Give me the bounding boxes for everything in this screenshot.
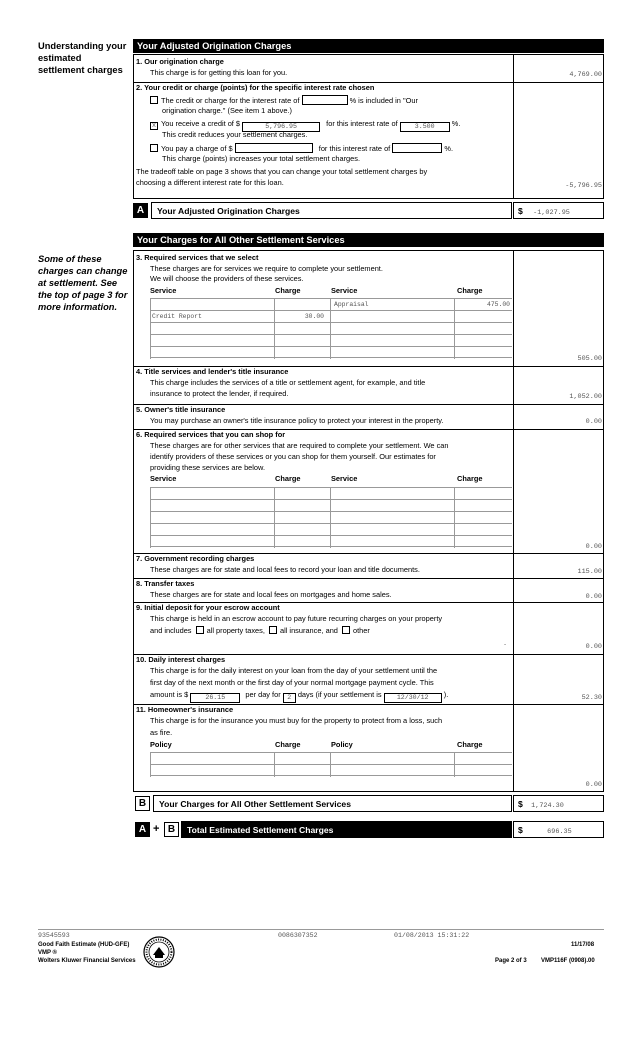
- item3-row1-service: Appraisal: [334, 301, 369, 308]
- print-datetime: 01/08/2013 15:31:22: [394, 932, 470, 939]
- item6-desc1: These charges are for other services that are required to complete your settlement. We can: [150, 441, 449, 450]
- item3-col-charge2: Charge: [457, 286, 483, 295]
- item6-desc3: providing these services are below.: [150, 463, 266, 472]
- days-field[interactable]: 2: [283, 693, 296, 703]
- item10-desc2: first day of the next month or the first day of your normal mortgage payment cycle. This: [150, 678, 434, 687]
- item3-desc2: We will choose the providers of these services.: [150, 274, 304, 283]
- option2-rate-field[interactable]: 3.500: [400, 122, 450, 132]
- item6-col-charge: Charge: [275, 474, 301, 483]
- item2-option1: The credit or charge for the interest rate of % is included in "Our: [150, 95, 418, 107]
- item2-option2: x You receive a credit of $ 5,796.95 for this interest rate of 3.500 %.: [151, 119, 461, 130]
- letter-b-badge: B: [135, 796, 150, 811]
- other-services-section: [133, 250, 604, 792]
- item9-dot: .: [504, 638, 507, 647]
- letter-a-badge: A: [133, 203, 148, 218]
- charges-may-change-note: Some of these charges can change at settlement. See the top of page 3 for more information.: [38, 254, 128, 312]
- plus-sign: +: [153, 823, 160, 835]
- grand-total-label: Total Estimated Settlement Charges: [181, 821, 512, 838]
- item1-amount: 4,769.00: [569, 71, 602, 79]
- item7-desc1: These charges are for state and local fees to record your loan and title documents.: [150, 565, 420, 574]
- item5-desc1: You may purchase an owner's title insurance policy to protect your interest in the property.: [150, 416, 444, 425]
- item9-desc2: and includes all property taxes, all insurance, and other: [150, 626, 370, 635]
- option2-credit-field[interactable]: 5,796.95: [242, 122, 320, 132]
- item2-title: 2. Your credit or charge (points) for the specific interest rate chosen: [136, 83, 375, 92]
- origination-header: Your Adjusted Origination Charges: [133, 39, 604, 53]
- item10-title: 10. Daily interest charges: [136, 655, 226, 664]
- daily-interest-field[interactable]: 26.15: [190, 693, 240, 703]
- item10-desc3: amount is $ 26.15 per day for 2 days (if your settlement is 12/30/12 ).: [150, 690, 449, 701]
- origination-total-box: $ -1,027.95: [513, 202, 604, 219]
- item3-col-service2: Service: [331, 286, 358, 295]
- other-total-label: Your Charges for All Other Settlement Services: [153, 795, 512, 812]
- option3-charge-field[interactable]: [235, 143, 313, 153]
- item3-desc1: These charges are for services we require to complete your settlement.: [150, 264, 383, 273]
- item4-amount: 1,052.00: [569, 393, 602, 401]
- option2-checkbox[interactable]: x: [151, 122, 157, 130]
- hud-seal-icon: [143, 936, 175, 968]
- form-name: Good Faith Estimate (HUD-GFE): [38, 942, 130, 948]
- grand-total-box: $ 696.35: [513, 821, 604, 838]
- loan-number: 93545593: [38, 932, 70, 939]
- publisher-name: Wolters Kluwer Financial Services: [38, 958, 136, 964]
- item3-title: 3. Required services that we select: [136, 253, 259, 262]
- item8-amount: 0.00: [585, 593, 602, 601]
- item8-desc1: These charges are for state and local fees on mortgages and home sales.: [150, 590, 392, 599]
- grand-letter-a: A: [135, 822, 150, 837]
- other-total-box: $ 1,724.30: [513, 795, 604, 812]
- settlement-date-field[interactable]: 12/30/12: [384, 693, 442, 703]
- grand-total-amount: 696.35: [547, 828, 572, 836]
- page-number: Page 2 of 3: [495, 958, 527, 964]
- item3-service-table: [150, 298, 512, 358]
- other-checkbox[interactable]: [342, 626, 350, 634]
- form-date: 11/17/08: [571, 942, 595, 948]
- item3-row1-charge: 475.00: [486, 301, 510, 308]
- item11-col-charge2: Charge: [457, 740, 483, 749]
- item1-desc: This charge is for getting this loan for you.: [150, 68, 288, 77]
- item11-col-charge: Charge: [275, 740, 301, 749]
- item6-col-service2: Service: [331, 474, 358, 483]
- item3-row2-charge: 30.00: [304, 313, 324, 320]
- item5-amount: 0.00: [585, 418, 602, 426]
- item10-amount: 52.30: [581, 694, 602, 702]
- item4-desc2: insurance to protect the lender, if required.: [150, 389, 289, 398]
- item6-col-service: Service: [150, 474, 177, 483]
- vmp-mark: VMP ®: [38, 950, 57, 956]
- item11-amount: 0.00: [585, 781, 602, 789]
- origination-section: [133, 54, 604, 199]
- option1-checkbox[interactable]: [150, 96, 158, 104]
- option1-note: origination charge." (See item 1 above.): [162, 106, 292, 115]
- item11-desc2: as fire.: [150, 728, 173, 737]
- insurance-checkbox[interactable]: [269, 626, 277, 634]
- item7-title: 7. Government recording charges: [136, 554, 255, 563]
- option3-checkbox[interactable]: [150, 144, 158, 152]
- item6-service-table: [150, 487, 512, 547]
- item11-policy-table: [150, 752, 512, 782]
- item7-amount: 115.00: [577, 568, 602, 576]
- understanding-label: Understanding your estimated settlement charges: [38, 41, 127, 75]
- item5-title: 5. Owner's title insurance: [136, 405, 226, 414]
- property-taxes-checkbox[interactable]: [196, 626, 204, 634]
- item11-title: 11. Homeowner's insurance: [136, 705, 234, 714]
- item9-amount: 0.00: [585, 643, 602, 651]
- option3-rate-field[interactable]: [392, 143, 442, 153]
- item3-amount: 505.00: [577, 355, 602, 363]
- item10-desc1: This charge is for the daily interest on your loan from the day of your settlement until the: [150, 666, 438, 675]
- option1-rate-field[interactable]: [302, 95, 348, 105]
- item2-option3: You pay a charge of $ for this interest rate of %.: [150, 143, 453, 155]
- item3-row2-service: Credit Report: [152, 313, 202, 320]
- tradeoff-note-1: The tradeoff table on page 3 shows that you can change your total settlement charges by: [136, 167, 428, 176]
- item3-col-charge: Charge: [275, 286, 301, 295]
- item11-col-policy: Policy: [150, 740, 172, 749]
- reference-number: 0086307352: [278, 932, 318, 939]
- item11-col-policy2: Policy: [331, 740, 353, 749]
- item1-title: 1. Our origination charge: [136, 57, 224, 66]
- item6-title: 6. Required services that you can shop for: [136, 430, 286, 439]
- item9-desc1: This charge is held in an escrow account to pay future recurring charges on your property: [150, 614, 443, 623]
- origination-total-amount: -1,027.95: [533, 209, 570, 217]
- option2-note: This credit reduces your settlement charges.: [162, 130, 308, 139]
- item4-desc1: This charge includes the services of a title or settlement agent, for example, and title: [150, 378, 426, 387]
- item6-desc2: identify providers of these services or you can shop for them yourself. Our estimates for: [150, 452, 436, 461]
- item6-col-charge2: Charge: [457, 474, 483, 483]
- form-code: VMP116F (0908).00: [541, 958, 595, 964]
- item9-title: 9. Initial deposit for your escrow account: [136, 603, 280, 612]
- item4-title: 4. Title services and lender's title insurance: [136, 367, 289, 376]
- item8-title: 8. Transfer taxes: [136, 579, 195, 588]
- option3-note: This charge (points) increases your total settlement charges.: [162, 154, 360, 163]
- item6-amount: 0.00: [585, 543, 602, 551]
- item3-col-service: Service: [150, 286, 177, 295]
- tradeoff-note-2: choosing a different interest rate for this loan.: [136, 178, 284, 187]
- origination-total-label: Your Adjusted Origination Charges: [151, 202, 512, 219]
- item2-amount: -5,796.95: [565, 182, 602, 190]
- grand-letter-b: B: [164, 822, 179, 837]
- item11-desc1: This charge is for the insurance you must buy for the property to protect from a loss, such: [150, 716, 443, 725]
- other-services-header: Your Charges for All Other Settlement Services: [133, 233, 604, 247]
- other-total-amount: 1,724.30: [531, 802, 564, 810]
